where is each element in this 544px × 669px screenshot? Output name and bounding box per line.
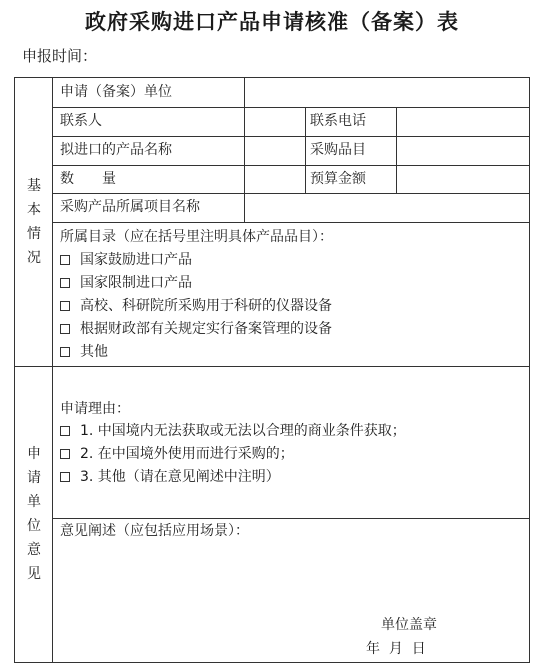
column-divider — [244, 78, 245, 107]
seal-label: 单位盖章 — [381, 617, 437, 633]
basic-info-side-label: 基本情况 — [27, 178, 41, 266]
form-title: 政府采购进口产品申请核准（备案）表 — [85, 10, 459, 34]
row-divider — [52, 518, 530, 519]
reason-option[interactable] — [60, 422, 406, 440]
checkbox[interactable] — [60, 472, 70, 482]
reason-option[interactable] — [60, 468, 280, 486]
reason-label: 申请理由： — [60, 401, 130, 417]
reason-option[interactable] — [60, 445, 294, 463]
reason-option-label: 3. 其他（请在意见阐述中注明） — [80, 469, 280, 485]
checkbox[interactable] — [60, 278, 70, 288]
row-divider — [52, 193, 530, 194]
product-name-label: 拟进口的产品名称 — [60, 142, 172, 158]
checkbox[interactable] — [60, 426, 70, 436]
opinion-side-label: 申请单位意见 — [27, 446, 41, 582]
report-time-label: 申报时间： — [22, 47, 98, 65]
checkbox[interactable] — [60, 347, 70, 357]
catalog-option[interactable] — [60, 343, 108, 361]
applicant-unit-label: 申请（备案）单位 — [60, 84, 172, 100]
row-divider — [52, 107, 530, 108]
catalog-option-label: 国家限制进口产品 — [80, 275, 192, 291]
checkbox[interactable] — [60, 449, 70, 459]
catalog-option[interactable] — [60, 251, 192, 269]
catalog-option-label: 国家鼓励进口产品 — [80, 252, 192, 268]
catalog-option-label: 其他 — [80, 344, 108, 360]
catalog-option[interactable] — [60, 274, 192, 292]
budget-label: 预算金额 — [310, 171, 366, 187]
catalog-option[interactable] — [60, 320, 332, 338]
section-divider — [15, 366, 530, 367]
catalog-option[interactable] — [60, 297, 332, 315]
column-divider — [244, 193, 245, 222]
reason-option-label: 2. 在中国境外使用而进行采购的； — [80, 446, 294, 462]
checkbox[interactable] — [60, 324, 70, 334]
contact-phone-label: 联系电话 — [310, 113, 366, 129]
reason-option-label: 1. 中国境内无法获取或无法以合理的商业条件获取； — [80, 423, 406, 439]
column-divider — [396, 107, 397, 193]
catalog-option-label: 根据财政部有关规定实行备案管理的设备 — [80, 321, 332, 337]
column-divider — [305, 107, 306, 193]
checkbox[interactable] — [60, 301, 70, 311]
checkbox[interactable] — [60, 255, 70, 265]
catalog-option-label: 高校、科研院所采购用于科研的仪器设备 — [80, 298, 332, 314]
statement-label: 意见阐述（应包括应用场景）： — [60, 523, 249, 539]
date-label: 年 月 日 — [366, 641, 426, 657]
row-divider — [52, 222, 530, 223]
row-divider — [52, 136, 530, 137]
row-divider — [52, 165, 530, 166]
catalog-label: 所属目录（应在括号里注明具体产品品目）： — [60, 229, 333, 245]
column-divider — [244, 107, 245, 193]
form-table — [14, 77, 530, 663]
quantity-label: 数 量 — [60, 171, 116, 187]
purchase-item-label: 采购品目 — [310, 142, 366, 158]
contact-person-label: 联系人 — [60, 113, 102, 129]
project-name-label: 采购产品所属项目名称 — [60, 199, 200, 215]
